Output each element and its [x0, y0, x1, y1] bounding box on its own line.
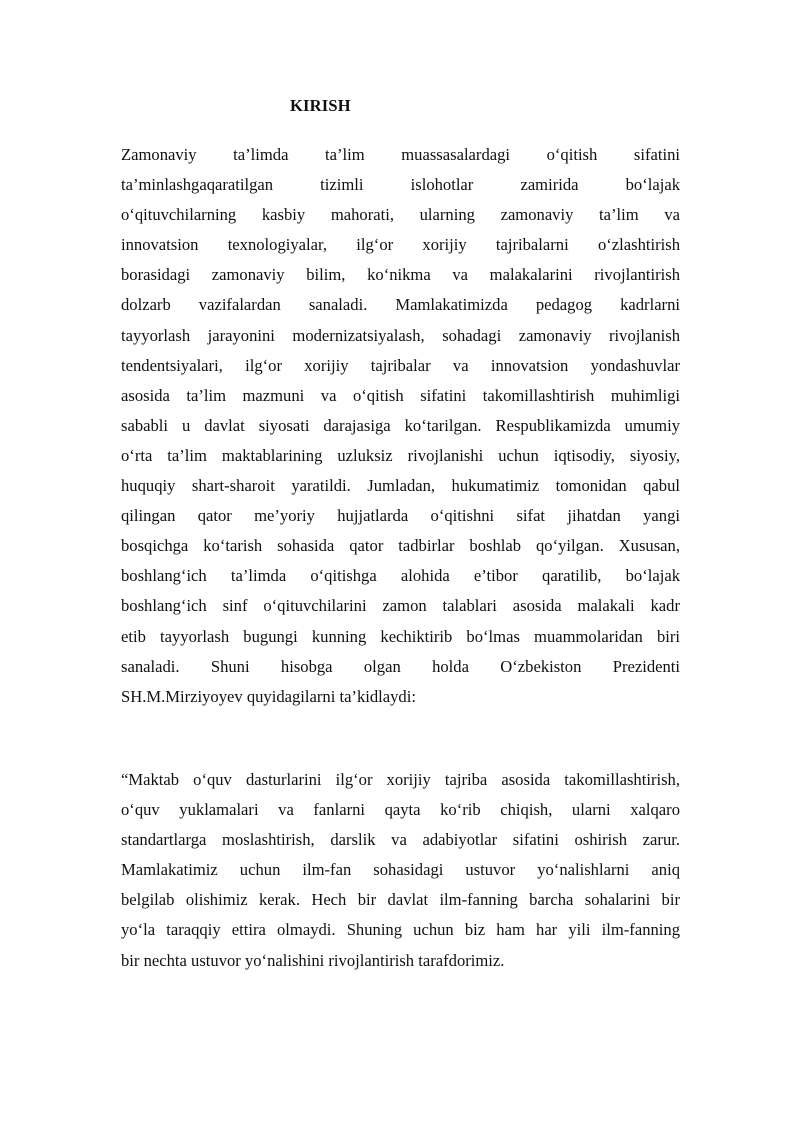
text-line: etib tayyorlash bugungi kunning kechiktirib bo‘lmas muammolaridan biri	[121, 626, 680, 646]
quote-paragraph	[121, 765, 680, 976]
text-line: yo‘la taraqqiy ettira olmaydi. Shuning uchun biz ham har yili ilm-fanning	[121, 920, 680, 940]
text-line: asosida ta’lim mazmuni va o‘qitish sifatini takomillashtirish muhimligi	[121, 385, 680, 405]
text-line: sababli u davlat siyosati darajasiga ko‘tarilgan. Respublikamizda umumiy	[121, 415, 680, 435]
text-line: bir nechta ustuvor yo‘nalishini rivojlantirish tarafdorimiz.	[121, 950, 505, 970]
text-line: o‘rta ta’lim maktablarining uzluksiz rivojlanishi uchun iqtisodiy, siyosiy,	[121, 445, 680, 465]
text-line: boshlang‘ich ta’limda o‘qitishga alohida e’tibor qaratilib, bo‘lajak	[121, 566, 680, 586]
text-line: dolzarb vazifalardan sanaladi. Mamlakatimizda pedagog kadrlarni	[121, 295, 680, 315]
text-line: Zamonaviy ta’limda ta’lim muassasalardagi o‘qitish sifatini	[121, 145, 680, 164]
text-line: belgilab olishimiz kerak. Hech bir davlat ilm-fanning barcha sohalarini bir	[121, 890, 680, 910]
text-line: huquqiy shart-sharoit yaratildi. Jumladan, hukumatimiz tomonidan qabul	[121, 476, 680, 496]
text-line: bosqichga ko‘tarish sohasida qator tadbirlar boshlab qo‘yilgan. Xususan,	[121, 536, 680, 556]
text-line: qilingan qator me’yoriy hujjatlarda o‘qitishni sifat jihatdan yangi	[121, 506, 680, 526]
text-line: “Maktab o‘quv dasturlarini ilg‘or xorijiy tajriba asosida takomillashtirish,	[121, 770, 680, 789]
text-line: standartlarga moslashtirish, darslik va adabiyotlar sifatini oshirish zarur.	[121, 830, 680, 850]
text-line: SH.M.Mirziyoyev quyidagilarni ta’kidlaydi:	[121, 686, 416, 706]
text-line: sanaladi. Shuni hisobga olgan holda O‘zbekiston Prezidenti	[121, 656, 680, 676]
text-line: tendentsiyalari, ilg‘or xorijiy tajribalar va innovatsion yondashuvlar	[121, 355, 680, 375]
text-line: o‘qituvchilarning kasbiy mahorati, ularning zamonaviy ta’lim va	[121, 205, 680, 225]
text-line: Mamlakatimiz uchun ilm-fan sohasidagi ustuvor yo‘nalishlarni aniq	[121, 860, 680, 880]
text-line: boshlang‘ich sinf o‘qituvchilarini zamon talablari asosida malakali kadr	[121, 596, 680, 616]
page-title: KIRISH	[290, 96, 351, 115]
text-line: innovatsion texnologiyalar, ilg‘or xorijiy tajribalarni o‘zlashtirish	[121, 235, 680, 255]
text-line: tayyorlash jarayonini modernizatsiyalash, sohadagi zamonaviy rivojlanish	[121, 325, 680, 345]
text-line: ta’minlashgaqaratilgan tizimli islohotlar zamirida bo‘lajak	[121, 175, 680, 195]
text-line: o‘quv yuklamalari va fanlarni qayta ko‘rib chiqish, ularni xalqaro	[121, 800, 680, 820]
intro-paragraph	[121, 140, 680, 712]
text-line: borasidagi zamonaviy bilim, ko‘nikma va malakalarini rivojlantirish	[121, 265, 680, 285]
